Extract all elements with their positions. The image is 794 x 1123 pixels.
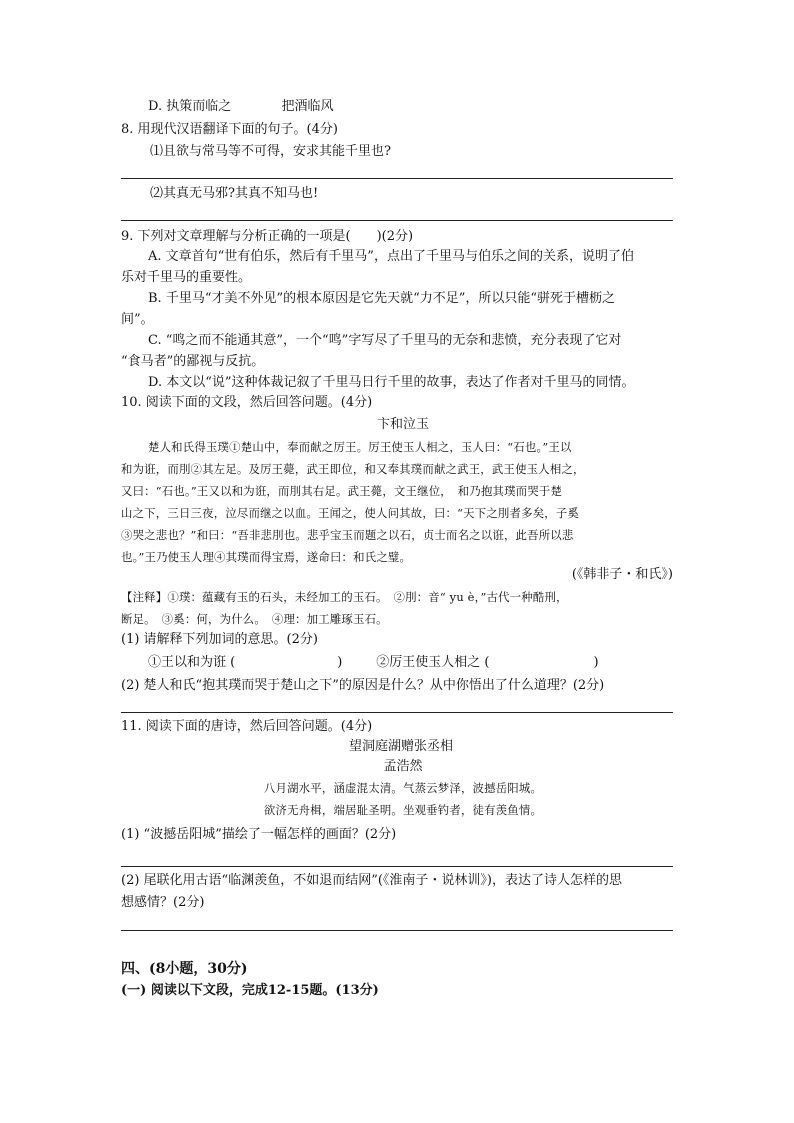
q8-sentence-2: ⑵其真无马邪?其真不知马也! [150, 186, 319, 201]
q10-sub1-stem: (1) 请解释下列加词的意思。(2分) [121, 632, 318, 647]
q9-stem: 9. 下列对文章理解与分析正确的一项是( )(2分) [121, 229, 414, 244]
q10-sub1-item-a-close: ) [337, 655, 343, 670]
q9-option-b-line2: 间”。 [121, 312, 154, 327]
q9-option-a-line2: 乐对千里马的重要性。 [121, 270, 252, 285]
q10-passage-line: 也。”王乃使玉人理④其璞而得宝焉，遂命曰：和氏之璧。 [121, 550, 412, 564]
q9-option-a-line1: A. 文章首句“世有伯乐，然后有千里马”，点出了千里马与伯乐之间的关系，说明了伯 [148, 249, 634, 264]
q10-sub2-stem: (2) 楚人和氏“抱其璞而哭于楚山之下”的原因是什么？从中你悟出了什么道理？(2分) [121, 678, 605, 693]
q10-notes-line1: 【注释】①璞：蕴藏有玉的石头，未经加工的玉石。 ②刖：音“ yu è，”古代一种酷刑， [121, 590, 568, 604]
answer-line [121, 220, 673, 221]
section-4-part-1-heading: (一) 阅读以下文段，完成12-15题。(13分) [121, 983, 379, 998]
q10-stem: 10. 阅读下面的文段，然后回答问题。(4分) [121, 395, 373, 410]
q10-notes-line2: 断足。 ③奚：何，为什么。 ④理：加工雕琢玉石。 [121, 612, 388, 626]
q11-poem-title: 望洞庭湖赠张丞相 [348, 739, 453, 754]
answer-line [121, 178, 673, 179]
q9-option-b-line1: B. 千里马“才美不外见”的根本原因是它先天就“力不足”，所以只能“骈死于槽枥之 [148, 291, 616, 306]
q10-sub1-item-b: ②厉王使玉人相之 ( [376, 655, 490, 670]
q11-poem-author: 孟浩然 [383, 759, 423, 774]
q9-option-d-line: D. 本文以“说”这种体裁记叙了千里马日行千里的故事，表达了作者对千里马的同情。 [148, 375, 635, 390]
q11-sub1-stem: (1) “波撼岳阳城”描绘了一幅怎样的画面？(2分) [121, 827, 397, 842]
q10-sub1-items [148, 654, 599, 672]
section-4-heading: 四、(8小题，30分) [121, 961, 248, 977]
q8-stem: 8. 用现代汉语翻译下面的句子。(4分) [121, 122, 338, 137]
q11-poem-line2: 欲济无舟楫，端居耻圣明。坐观垂钓者，徒有羡鱼情。 [263, 803, 543, 817]
q10-passage-title: 卞和泣玉 [376, 417, 429, 432]
q7-option-d-text: D. 执策而临之 [148, 99, 232, 114]
q11-sub2-line1: (2) 尾联化用古语“临渊羡鱼，不如退而结网”(《淮南子・说林训》)，表达了诗人怎样的思 [121, 873, 622, 888]
q7-option-d [148, 98, 334, 116]
q10-passage-line: 楚人和氏得玉璞①楚山中，奉而献之厉王。厉王使玉人相之，玉人曰：“石也。”王以 [148, 440, 572, 454]
q11-poem-line1: 八月湖水平，涵虚混太清。气蒸云梦泽，波撼岳阳城。 [263, 781, 543, 795]
q10-sub1-item-b-close: ) [593, 655, 599, 670]
q8-sentence-1: ⑴且欲与常马等不可得，安求其能千里也? [150, 144, 391, 159]
q10-passage-line: ③哭之悲也？”和曰：“吾非悲刖也。悲乎宝玉而题之以石，贞士而名之以诳，此吾所以悲 [121, 528, 574, 542]
q11-stem: 11. 阅读下面的唐诗，然后回答问题。(4分) [121, 719, 373, 734]
q10-passage-source: (《韩非子・和氏》) [571, 567, 673, 582]
q9-option-c-line2: “食马者”的鄙视与反抗。 [121, 354, 265, 369]
q10-passage-line: 和为诳，而刖②其左足。及厉王薨，武王即位，和又奉其璞而献之武王，武王使玉人相之， [121, 462, 585, 476]
q10-passage-line: 山之下，三日三夜，泣尽而继之以血。王闻之，使人问其故，曰：“天下之刖者多矣，子奚 [121, 506, 580, 520]
q10-sub1-item-a: ①王以和为诳 ( [148, 655, 236, 670]
answer-line [121, 930, 673, 931]
q9-option-c-line1: C. “鸣之而不能通其意”，一个“鸣”字写尽了千里马的无奈和悲愤，充分表现了它对 [148, 333, 622, 348]
answer-line [121, 866, 673, 867]
q10-passage-line: 又曰：“石也。”王又以和为诳，而刖其右足。武王薨，文王继位， 和乃抱其璞而哭于楚 [121, 484, 563, 498]
q7-option-d-pair: 把酒临风 [281, 99, 334, 114]
q11-sub2-line2: 想感情？(2分) [121, 895, 205, 910]
answer-line [121, 712, 673, 713]
